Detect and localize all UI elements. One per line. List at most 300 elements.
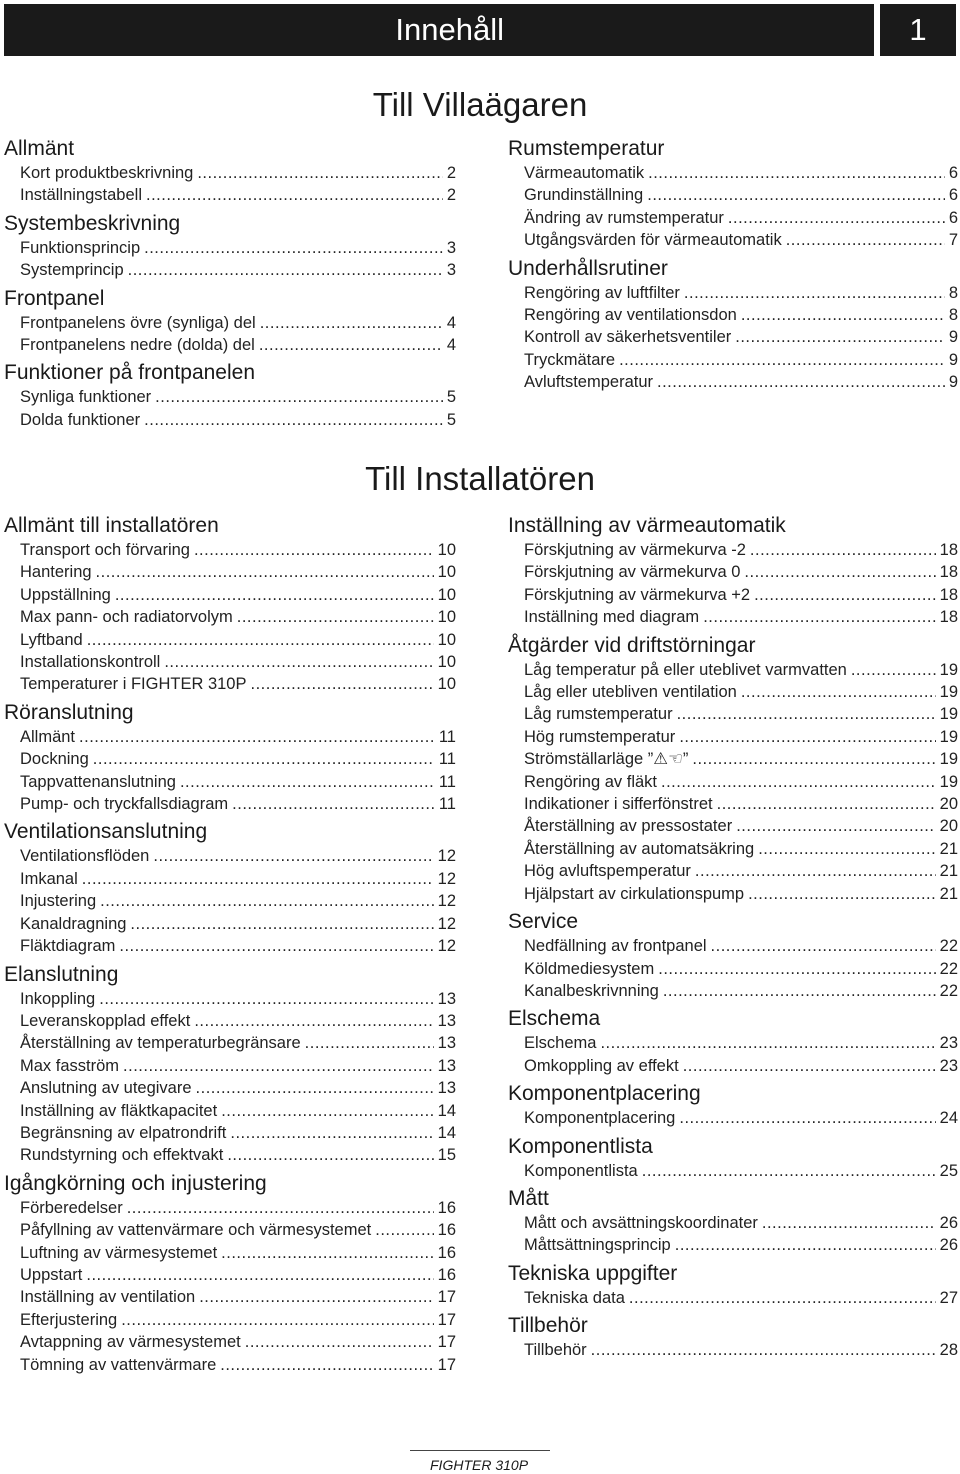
toc-entry-label: Utgångsvärden för värmeautomatik: [524, 231, 782, 250]
toc-leader-dots: [127, 1197, 434, 1219]
toc-leader-dots: [642, 1160, 936, 1182]
toc-entry-label: Uppstart: [20, 1265, 83, 1284]
toc-leader-dots: [130, 913, 433, 935]
toc-entry-label: Inställning med diagram: [524, 608, 700, 627]
toc-leader-dots: [711, 935, 936, 957]
toc-entry-label: Temperaturer i FIGHTER 310P: [20, 675, 247, 694]
toc-leader-dots: [232, 793, 435, 815]
toc-page-number: 7: [948, 231, 958, 250]
toc-entry[interactable]: [524, 1287, 958, 1309]
toc-leader-dots: [748, 883, 936, 905]
toc-page-number: 5: [446, 410, 456, 429]
toc-entry-label: Pump- och tryckfallsdiagram: [20, 795, 229, 814]
toc-page-number: 5: [446, 388, 456, 407]
toc-page-number: 18: [939, 585, 958, 604]
toc-page-number: 6: [948, 186, 958, 205]
toc-entry[interactable]: [524, 539, 958, 561]
toc-entry-label: Dockning: [20, 750, 89, 769]
toc-entry-label: Rengöring av fläkt: [524, 772, 657, 791]
toc-entry[interactable]: [20, 845, 456, 867]
toc-entry-label: Tillbehör: [524, 1341, 587, 1360]
toc-entry[interactable]: [524, 584, 958, 606]
toc-entry[interactable]: [524, 282, 958, 304]
toc-page-number: 3: [446, 238, 456, 257]
toc-entry[interactable]: [524, 815, 958, 837]
toc-leader-dots: [100, 890, 434, 912]
toc-page-number: 12: [437, 847, 456, 866]
toc-leader-dots: [230, 1122, 433, 1144]
toc-entry[interactable]: [524, 1032, 958, 1054]
toc-leader-dots: [87, 629, 434, 651]
toc-group-heading: Elanslutning: [4, 962, 119, 986]
toc-entry-label: Lyftband: [20, 630, 83, 649]
toc-leader-dots: [683, 1055, 936, 1077]
toc-leader-dots: [227, 1144, 433, 1166]
toc-entry[interactable]: [20, 868, 456, 890]
toc-entry[interactable]: [20, 237, 456, 259]
toc-entry[interactable]: [20, 561, 456, 583]
header-bar: [4, 4, 874, 56]
toc-entry[interactable]: [20, 259, 456, 281]
toc-entry-label: Luftning av värmesystemet: [20, 1243, 218, 1262]
toc-leader-dots: [744, 561, 935, 583]
toc-entry-label: Funktionsprincip: [20, 238, 141, 257]
toc-page-number: 21: [939, 884, 958, 903]
toc-entry[interactable]: [524, 935, 958, 957]
toc-entry[interactable]: [20, 1122, 456, 1144]
toc-entry[interactable]: [20, 584, 456, 606]
toc-entry[interactable]: [524, 207, 958, 229]
toc-entry-label: Installationskontroll: [20, 653, 161, 672]
toc-entry-label: Måttsättningsprincip: [524, 1236, 671, 1255]
toc-page-number: 27: [939, 1288, 958, 1307]
toc-group-heading: Igångkörning och injustering: [4, 1171, 267, 1195]
toc-entry[interactable]: [524, 326, 958, 348]
toc-leader-dots: [153, 845, 433, 867]
toc-entry[interactable]: [524, 1160, 958, 1182]
toc-entry[interactable]: [524, 1234, 958, 1256]
toc-leader-dots: [679, 1107, 935, 1129]
toc-page-number: 14: [437, 1123, 456, 1142]
toc-leader-dots: [93, 748, 435, 770]
toc-entry[interactable]: [20, 1264, 456, 1286]
toc-leader-dots: [251, 673, 434, 695]
toc-entry-label: Kanalbeskrivnning: [524, 981, 659, 1000]
toc-page-number: 28: [939, 1341, 958, 1360]
toc-column-left-bottom: [4, 513, 456, 1376]
toc-page-number: 9: [948, 328, 958, 347]
toc-page-number: 17: [437, 1355, 456, 1374]
toc-leader-dots: [677, 703, 936, 725]
toc-entry[interactable]: [20, 1242, 456, 1264]
toc-page-number: 19: [939, 660, 958, 679]
toc-leader-dots: [735, 326, 945, 348]
toc-page-number: 13: [437, 989, 456, 1008]
toc-entry[interactable]: [524, 681, 958, 703]
toc-entry[interactable]: [524, 349, 958, 371]
toc-entry[interactable]: [20, 334, 456, 356]
toc-entry-label: Rundstyrning och effektvakt: [20, 1146, 224, 1165]
toc-leader-dots: [679, 726, 935, 748]
toc-entry[interactable]: [20, 1219, 456, 1241]
toc-entry-label: Ändring av rumstemperatur: [524, 208, 724, 227]
toc-entry-label: Anslutning av utegivare: [20, 1079, 192, 1098]
toc-entry[interactable]: [524, 793, 958, 815]
toc-page-number: 12: [437, 892, 456, 911]
toc-leader-dots: [750, 539, 936, 561]
toc-leader-dots: [96, 561, 434, 583]
toc-page-number: 26: [939, 1236, 958, 1255]
toc-entry[interactable]: [524, 1107, 958, 1129]
toc-entry[interactable]: [524, 1339, 958, 1361]
toc-page-number: 6: [948, 208, 958, 227]
toc-entry[interactable]: [20, 771, 456, 793]
toc-page-number: 13: [437, 1034, 456, 1053]
toc-page-number: 12: [437, 937, 456, 956]
toc-entry[interactable]: [524, 1212, 958, 1234]
toc-group-heading: Inställning av värmeautomatik: [508, 514, 786, 537]
toc-page-number: 10: [437, 608, 456, 627]
toc-entry-label: Avtappning av värmesystemet: [20, 1333, 241, 1352]
toc-page-number: 18: [939, 563, 958, 582]
toc-entry-label: Imkanal: [20, 869, 78, 888]
toc-leader-dots: [600, 1032, 935, 1054]
toc-entry-label: Inställningstabell: [20, 186, 142, 205]
toc-entry[interactable]: [20, 673, 456, 695]
toc-page-number: 19: [939, 705, 958, 724]
toc-page-number: 23: [939, 1056, 958, 1075]
toc-entry[interactable]: [20, 162, 456, 184]
toc-page-number: 10: [437, 585, 456, 604]
toc-entry[interactable]: [524, 958, 958, 980]
toc-entry[interactable]: [524, 703, 958, 725]
toc-entry-label: Återställning av pressostater: [524, 817, 733, 836]
toc-entry[interactable]: [524, 771, 958, 793]
toc-entry-label: Komponentlista: [524, 1161, 638, 1180]
toc-leader-dots: [661, 771, 936, 793]
toc-entry-label: Ventilationsflöden: [20, 847, 150, 866]
toc-leader-dots: [703, 606, 935, 628]
toc-page-number: 4: [446, 313, 456, 332]
toc-entry[interactable]: [20, 651, 456, 673]
toc-page-number: 11: [438, 772, 456, 791]
toc-page-number: 8: [948, 283, 958, 302]
toc-entry[interactable]: [20, 748, 456, 770]
toc-leader-dots: [736, 815, 935, 837]
toc-entry-label: Förskjutning av värmekurva -2: [524, 541, 746, 559]
toc-page-number: 20: [939, 795, 958, 814]
toc-leader-dots: [199, 1286, 433, 1308]
toc-entry[interactable]: [524, 659, 958, 681]
toc-entry[interactable]: [20, 312, 456, 334]
toc-entry-label: Värmeautomatik: [524, 164, 645, 182]
toc-entry[interactable]: [524, 561, 958, 583]
toc-page-number: 3: [446, 261, 456, 280]
toc-entry[interactable]: [524, 748, 958, 770]
toc-entry[interactable]: [20, 539, 456, 561]
toc-entry-label: Återställning av automatsäkring: [524, 839, 755, 858]
footer-rule: [410, 1450, 550, 1451]
toc-leader-dots: [758, 838, 935, 860]
toc-leader-dots: [762, 1212, 936, 1234]
toc-page-number: 24: [939, 1109, 958, 1128]
toc-entry-label: Frontpanelens övre (synliga) del: [20, 313, 256, 332]
toc-entry[interactable]: [20, 1032, 456, 1054]
toc-leader-dots: [82, 868, 434, 890]
toc-entry[interactable]: [20, 1077, 456, 1099]
toc-entry-label: Förskjutning av värmekurva +2: [524, 585, 751, 604]
toc-group-heading: Komponentplacering: [508, 1082, 701, 1106]
toc-page-number: 11: [438, 750, 456, 769]
toc-leader-dots: [695, 860, 936, 882]
toc-entry-label: Nedfällning av frontpanel: [524, 937, 707, 956]
toc-entry-label: Påfyllning av vattenvärmare och värmesystemet: [20, 1221, 372, 1240]
toc-page-number: 13: [437, 1079, 456, 1098]
toc-entry-label: Låg rumstemperatur: [524, 705, 673, 724]
toc-group-heading: Tillbehör: [508, 1314, 588, 1338]
toc-page-number: 19: [939, 683, 958, 702]
toc-group-heading: Komponentlista: [508, 1134, 653, 1158]
toc-entry-label: Förberedelser: [20, 1198, 123, 1217]
toc-leader-dots: [692, 748, 935, 770]
toc-page-number: 15: [437, 1146, 456, 1165]
toc-page-number: 19: [939, 727, 958, 746]
toc-entry[interactable]: [20, 1144, 456, 1166]
toc-page-number: 25: [939, 1161, 958, 1180]
toc-page-number: 22: [939, 981, 958, 1000]
toc-page-number: 18: [939, 608, 958, 627]
toc-page-number: 6: [948, 164, 958, 182]
toc-page-number: 4: [446, 336, 456, 355]
toc-group-heading: Underhållsrutiner: [508, 256, 668, 280]
toc-page-number: 18: [939, 541, 958, 559]
toc-entry-label: Komponentplacering: [524, 1109, 676, 1128]
toc-entry-label: Avluftstemperatur: [524, 373, 654, 392]
toc-leader-dots: [221, 1100, 433, 1122]
toc-page-number: 10: [437, 653, 456, 672]
toc-leader-dots: [155, 386, 443, 408]
toc-leader-dots: [260, 312, 443, 334]
toc-page-number: 10: [437, 675, 456, 694]
toc-leader-dots: [121, 1309, 433, 1331]
toc-entry-label: Rengöring av luftfilter: [524, 283, 680, 302]
toc-leader-dots: [675, 1234, 936, 1256]
toc-entry-label: Tappvattenanslutning: [20, 772, 176, 791]
toc-leader-dots: [657, 371, 945, 393]
toc-leader-dots: [115, 584, 434, 606]
toc-entry[interactable]: [20, 726, 456, 748]
toc-page-number: 17: [437, 1333, 456, 1352]
toc-entry-label: Rengöring av ventilationsdon: [524, 306, 737, 325]
toc-entry[interactable]: [524, 980, 958, 1002]
toc-leader-dots: [786, 229, 945, 251]
toc-entry-label: Hög avluftspemperatur: [524, 862, 691, 881]
toc-leader-dots: [619, 349, 945, 371]
toc-entry[interactable]: [20, 890, 456, 912]
toc-page-number: 9: [948, 350, 958, 369]
toc-entry[interactable]: [20, 606, 456, 628]
toc-leader-dots: [99, 988, 433, 1010]
toc-entry-label: Tömning av vattenvärmare: [20, 1355, 217, 1374]
toc-entry[interactable]: [20, 629, 456, 651]
toc-entry-label: Köldmediesystem: [524, 959, 655, 978]
toc-group-heading: Röranslutning: [4, 700, 134, 724]
toc-leader-dots: [851, 659, 936, 681]
toc-entry[interactable]: [524, 371, 958, 393]
toc-entry[interactable]: [524, 162, 958, 184]
toc-entry[interactable]: [524, 1055, 958, 1077]
toc-entry[interactable]: [20, 935, 456, 957]
toc-entry-label: Allmänt: [20, 727, 76, 746]
toc-entry[interactable]: [524, 838, 958, 860]
toc-entry-label: Indikationer i sifferfönstret: [524, 795, 713, 814]
toc-entry-label: Fläktdiagram: [20, 937, 116, 956]
toc-entry-label: Transport och förvaring: [20, 541, 190, 559]
toc-entry-label: Låg temperatur på eller uteblivet varmvatten: [524, 660, 847, 679]
toc-page-number: 17: [437, 1310, 456, 1329]
toc-page-number: 10: [437, 541, 456, 559]
toc-leader-dots: [591, 1339, 936, 1361]
toc-leader-dots: [741, 681, 936, 703]
toc-leader-dots: [119, 935, 433, 957]
toc-leader-dots: [741, 304, 945, 326]
toc-entry-label: Tryckmätare: [524, 350, 616, 369]
toc-group-heading: Ventilationsanslutning: [4, 820, 208, 844]
toc-entry-label: Dolda funktioner: [20, 410, 141, 429]
toc-page-number: 10: [437, 563, 456, 582]
toc-page-number: 16: [437, 1198, 456, 1217]
toc-group-heading: Allmänt till installatören: [4, 514, 219, 537]
toc-leader-dots: [144, 237, 443, 259]
toc-entry-label: Frontpanelens nedre (dolda) del: [20, 336, 255, 355]
toc-page-number: 21: [939, 862, 958, 881]
page-number: 1: [880, 4, 956, 56]
toc-entry[interactable]: [524, 883, 958, 905]
toc-entry[interactable]: [20, 1286, 456, 1308]
toc-page-number: 2: [446, 186, 456, 205]
toc-entry[interactable]: [20, 1354, 456, 1376]
toc-leader-dots: [629, 1287, 936, 1309]
toc-page-number: 13: [437, 1011, 456, 1030]
toc-entry[interactable]: [20, 1100, 456, 1122]
toc-entry[interactable]: [20, 1055, 456, 1077]
toc-entry-label: Injustering: [20, 892, 97, 911]
toc-entry-label: Max fasström: [20, 1056, 120, 1075]
toc-leader-dots: [123, 1055, 434, 1077]
toc-page-number: 16: [437, 1243, 456, 1262]
toc-entry-label: Elschema: [524, 1034, 597, 1053]
toc-entry-label: Inkoppling: [20, 989, 96, 1008]
toc-page-number: 2: [446, 164, 456, 182]
toc-group-heading: Åtgärder vid driftstörningar: [508, 633, 756, 657]
toc-page-number: 10: [437, 630, 456, 649]
toc-page-number: 16: [437, 1265, 456, 1284]
toc-entry-label: Kontroll av säkerhetsventiler: [524, 328, 732, 347]
toc-entry[interactable]: [20, 1197, 456, 1219]
toc-page-number: 22: [939, 937, 958, 956]
toc-entry-label: Systemprincip: [20, 261, 124, 280]
toc-entry[interactable]: [20, 184, 456, 206]
toc-page-number: 26: [939, 1213, 958, 1232]
toc-page-number: 22: [939, 959, 958, 978]
toc-entry[interactable]: [524, 304, 958, 326]
toc-entry[interactable]: [524, 726, 958, 748]
toc-entry-label: Uppställning: [20, 585, 111, 604]
toc-group-heading: Funktioner på frontpanelen: [4, 361, 256, 385]
toc-group-heading: Service: [508, 910, 579, 934]
toc-leader-dots: [128, 259, 443, 281]
toc-page-number: 16: [437, 1221, 456, 1240]
toc-column-right-top: [508, 136, 958, 394]
toc-entry-label: Leveranskopplad effekt: [20, 1011, 191, 1030]
toc-entry[interactable]: [20, 793, 456, 815]
toc-leader-dots: [197, 162, 442, 184]
toc-entry[interactable]: [524, 184, 958, 206]
toc-entry-label: Inställning av fläktkapacitet: [20, 1101, 218, 1120]
page-title: Innehåll: [395, 12, 504, 47]
toc-page-number: 23: [939, 1034, 958, 1053]
toc-entry[interactable]: [20, 386, 456, 408]
toc-entry-label: Synliga funktioner: [20, 388, 152, 407]
toc-entry[interactable]: [20, 1331, 456, 1353]
toc-entry[interactable]: [20, 988, 456, 1010]
toc-entry-label: Inställning av ventilation: [20, 1288, 196, 1307]
toc-entry[interactable]: [20, 913, 456, 935]
toc-page-number: 11: [438, 727, 456, 746]
toc-leader-dots: [86, 1264, 433, 1286]
toc-page-number: 9: [948, 373, 958, 392]
toc-group-heading: Systembeskrivning: [4, 211, 181, 235]
toc-entry[interactable]: [20, 1010, 456, 1032]
toc-group-heading: Frontpanel: [4, 286, 105, 310]
toc-entry-label: Grundinställning: [524, 186, 644, 205]
footer-model: FIGHTER 310P: [430, 1457, 529, 1473]
toc-entry[interactable]: [20, 409, 456, 431]
toc-leader-dots: [663, 980, 936, 1002]
toc-leader-dots: [754, 584, 936, 606]
toc-entry[interactable]: [20, 1309, 456, 1331]
toc-page-number: 12: [437, 869, 456, 888]
toc-column-left-top: [4, 136, 456, 431]
toc-page-number: 19: [939, 772, 958, 791]
toc-entry[interactable]: [524, 606, 958, 628]
toc-leader-dots: [658, 958, 935, 980]
toc-leader-dots: [684, 282, 945, 304]
toc-group-heading: Allmänt: [4, 137, 75, 160]
toc-page-number: 12: [437, 914, 456, 933]
toc-entry-label: Hantering: [20, 563, 92, 582]
toc-entry[interactable]: [524, 229, 958, 251]
section-title-installer: Till Installatören: [365, 460, 595, 497]
toc-leader-dots: [220, 1354, 433, 1376]
toc-leader-dots: [144, 409, 443, 431]
toc-leader-dots: [237, 606, 434, 628]
section-title-villa: Till Villaägaren: [372, 86, 588, 123]
toc-leader-dots: [648, 162, 945, 184]
toc-entry-label: Tekniska data: [524, 1288, 625, 1307]
toc-leader-dots: [245, 1331, 434, 1353]
toc-group-heading: Tekniska uppgifter: [508, 1261, 678, 1285]
toc-page-number: 13: [437, 1056, 456, 1075]
toc-leader-dots: [221, 1242, 433, 1264]
toc-leader-dots: [305, 1032, 434, 1054]
toc-entry-label: Strömställarläge ”⚠☜”: [524, 750, 689, 769]
toc-leader-dots: [717, 793, 936, 815]
toc-leader-dots: [164, 651, 433, 673]
toc-page-number: 19: [939, 750, 958, 769]
toc-entry[interactable]: [524, 860, 958, 882]
toc-entry-label: Kort produktbeskrivning: [20, 164, 194, 182]
